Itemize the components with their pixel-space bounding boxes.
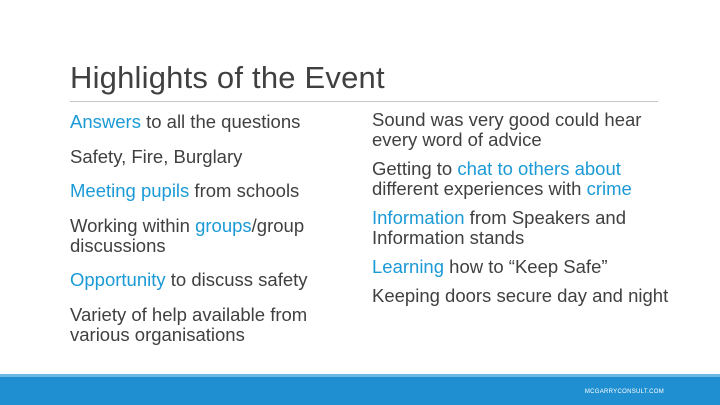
list-item: Working within groups/group discussions	[70, 214, 305, 256]
highlight-text: crime	[586, 178, 632, 199]
footer-brand: MCGARRYCONSULT.COM	[584, 389, 664, 395]
highlights-right-list	[372, 110, 677, 315]
footer-accent-strip	[0, 374, 720, 377]
highlight-text: Learning	[372, 256, 445, 277]
list-item: Information from Speakers and Information stands	[372, 207, 626, 248]
title-divider	[70, 101, 658, 102]
highlight-text: Opportunity	[70, 269, 166, 290]
list-item: Variety of help available from various organisations	[70, 303, 308, 345]
highlight-text: Meeting pupils	[70, 180, 190, 201]
list-item: Opportunity to discuss safety	[70, 269, 308, 290]
highlight-text: groups	[195, 214, 252, 236]
list-item: Sound was very good could hear every word of advice	[372, 109, 642, 150]
list-item: Answers to all the questions	[70, 111, 301, 132]
list-item: Meeting pupils from schools	[70, 180, 300, 201]
list-item: Getting to chat to others about different experiences with crime	[372, 158, 632, 199]
highlights-left-list	[70, 112, 362, 359]
list-item: Learning how to “Keep Safe”	[372, 256, 608, 277]
slide-title: Highlights of the Event	[70, 60, 385, 95]
highlight-text: Answers	[70, 111, 141, 132]
list-item: Keeping doors secure day and night	[372, 285, 669, 306]
footer-bar	[0, 374, 720, 405]
highlight-text: chat to others about	[457, 158, 621, 179]
list-item: Safety, Fire, Burglary	[70, 145, 243, 167]
highlight-text: Information	[372, 207, 465, 228]
